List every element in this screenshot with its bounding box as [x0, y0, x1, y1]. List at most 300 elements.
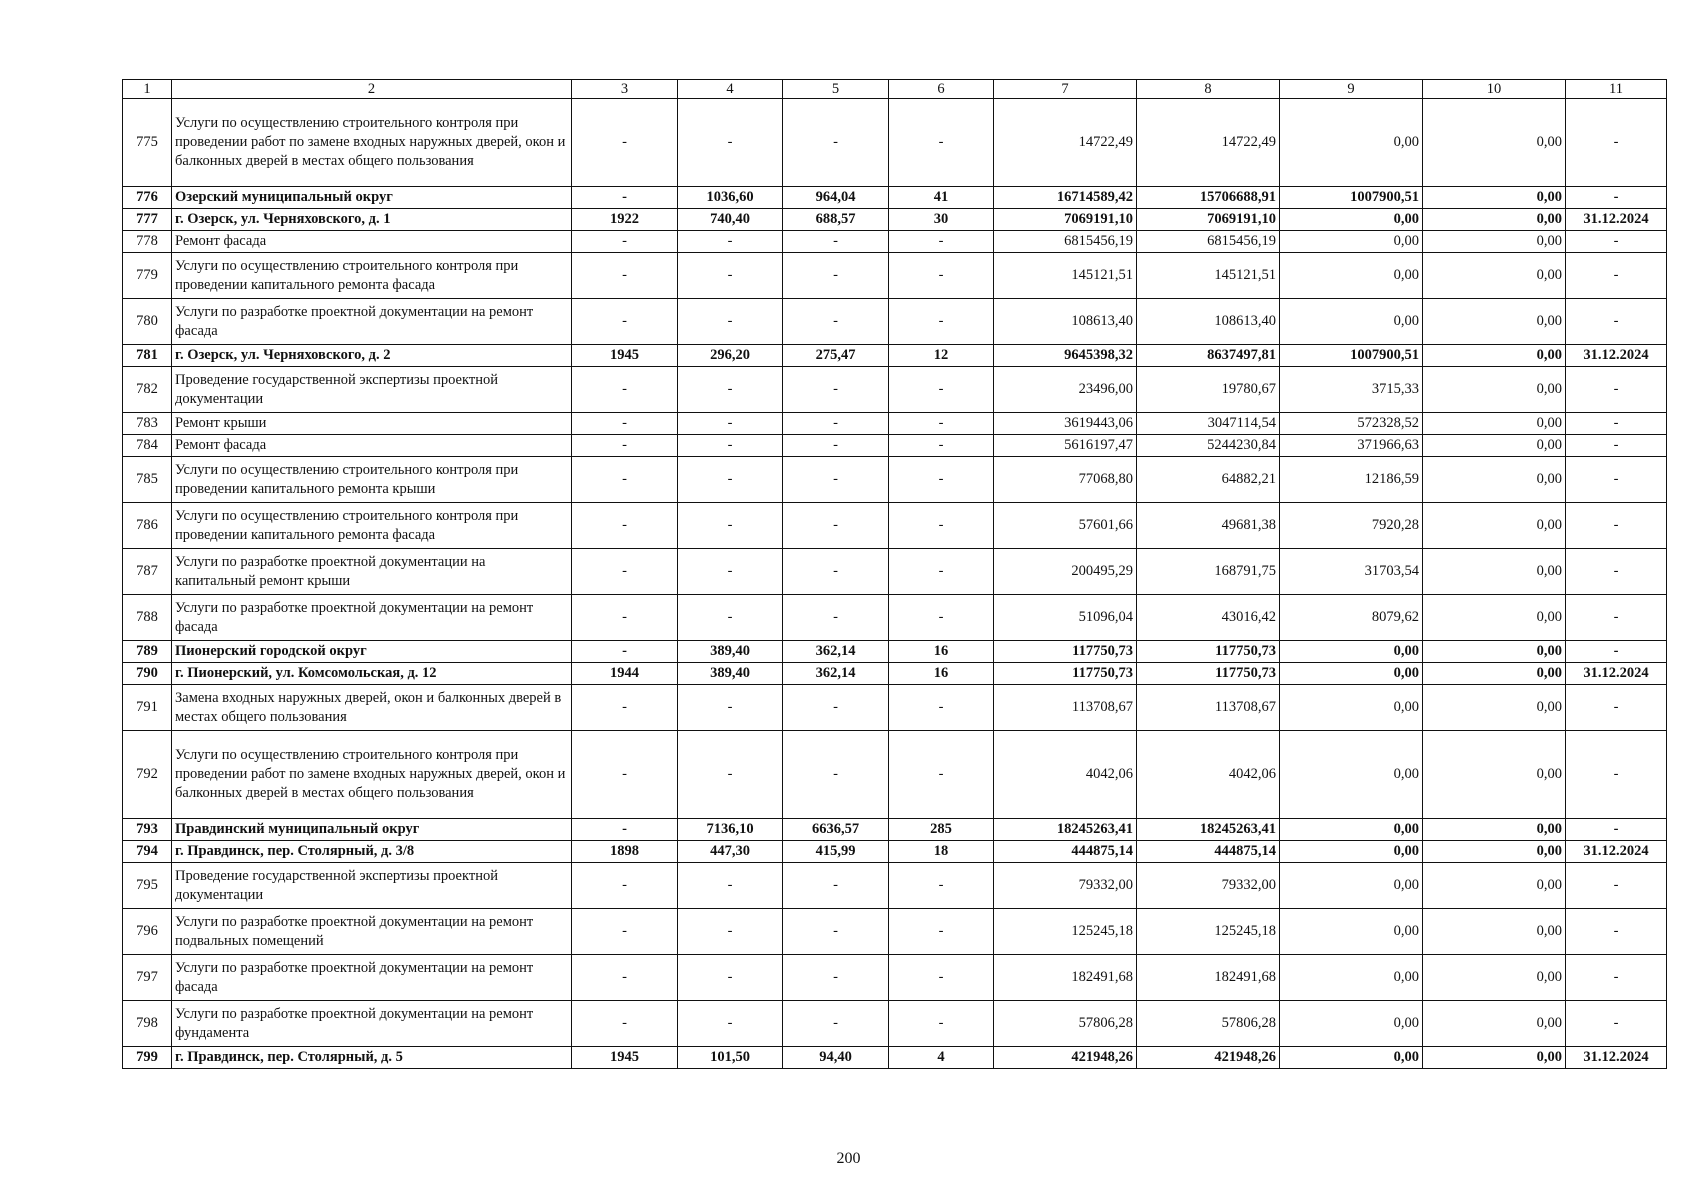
cell-c4: -	[678, 503, 783, 549]
table-row	[123, 641, 1667, 663]
cell-c3: -	[572, 187, 678, 209]
cell-c9: 572328,52	[1280, 413, 1423, 435]
cell-c4: 1036,60	[678, 187, 783, 209]
cell-c6: 16	[889, 663, 994, 685]
page-number: 200	[836, 1150, 861, 1167]
cell-c11: -	[1566, 863, 1667, 909]
cell-c7: 113708,67	[994, 685, 1137, 731]
column-header-2: 2	[172, 80, 572, 99]
cell-c8: 444875,14	[1137, 841, 1280, 863]
cell-c11: 31.12.2024	[1566, 663, 1667, 685]
cell-c1: 796	[123, 909, 172, 955]
cell-c6: -	[889, 299, 994, 345]
cell-c4: 389,40	[678, 663, 783, 685]
table-row	[123, 663, 1667, 685]
cell-c5: -	[783, 99, 889, 187]
cell-c6: -	[889, 253, 994, 299]
cell-c8: 182491,68	[1137, 955, 1280, 1001]
cell-c1: 786	[123, 503, 172, 549]
column-header-5: 5	[783, 80, 889, 99]
cell-c6: 4	[889, 1047, 994, 1069]
cell-c2: Проведение государственной экспертизы проектной документации	[172, 863, 572, 909]
cell-c6: 12	[889, 345, 994, 367]
cell-c4: -	[678, 435, 783, 457]
cell-c5: -	[783, 299, 889, 345]
cell-c3: 1922	[572, 209, 678, 231]
cell-c2: г. Пионерский, ул. Комсомольская, д. 12	[172, 663, 572, 685]
cell-c2: Ремонт крыши	[172, 413, 572, 435]
cell-c8: 5244230,84	[1137, 435, 1280, 457]
cell-c5: -	[783, 595, 889, 641]
cell-c7: 421948,26	[994, 1047, 1137, 1069]
cell-c5: -	[783, 1001, 889, 1047]
cell-c5: 964,04	[783, 187, 889, 209]
cell-c4: 447,30	[678, 841, 783, 863]
cell-c2: Услуги по разработке проектной документации на ремонт фундамента	[172, 1001, 572, 1047]
cell-c2: Услуги по разработке проектной документации на ремонт фасада	[172, 299, 572, 345]
cell-c9: 1007900,51	[1280, 187, 1423, 209]
cell-c8: 125245,18	[1137, 909, 1280, 955]
cell-c2: Правдинский муниципальный округ	[172, 819, 572, 841]
cell-c9: 0,00	[1280, 909, 1423, 955]
cell-c2: Услуги по разработке проектной документации на ремонт фасада	[172, 595, 572, 641]
table-row	[123, 209, 1667, 231]
cell-c5: 688,57	[783, 209, 889, 231]
cell-c6: -	[889, 435, 994, 457]
column-header-7: 7	[994, 80, 1137, 99]
cell-c3: -	[572, 253, 678, 299]
table-row	[123, 1047, 1667, 1069]
cell-c9: 0,00	[1280, 641, 1423, 663]
cell-c10: 0,00	[1423, 549, 1566, 595]
cell-c3: -	[572, 909, 678, 955]
cell-c1: 799	[123, 1047, 172, 1069]
cell-c3: -	[572, 641, 678, 663]
cell-c6: 18	[889, 841, 994, 863]
cell-c8: 19780,67	[1137, 367, 1280, 413]
cell-c11: -	[1566, 457, 1667, 503]
cell-c9: 7920,28	[1280, 503, 1423, 549]
cell-c4: -	[678, 299, 783, 345]
cell-c1: 789	[123, 641, 172, 663]
cell-c1: 795	[123, 863, 172, 909]
cell-c11: -	[1566, 641, 1667, 663]
cell-c5: -	[783, 413, 889, 435]
cell-c6: -	[889, 231, 994, 253]
cell-c5: -	[783, 955, 889, 1001]
cell-c10: 0,00	[1423, 99, 1566, 187]
table-row	[123, 435, 1667, 457]
cell-c11: -	[1566, 595, 1667, 641]
cell-c2: Проведение государственной экспертизы проектной документации	[172, 367, 572, 413]
cell-c10: 0,00	[1423, 685, 1566, 731]
cell-c10: 0,00	[1423, 909, 1566, 955]
cell-c2: Ремонт фасада	[172, 435, 572, 457]
cell-c11: -	[1566, 413, 1667, 435]
cell-c2: Услуги по разработке проектной документации на ремонт подвальных помещений	[172, 909, 572, 955]
cell-c4: -	[678, 367, 783, 413]
cell-c10: 0,00	[1423, 1047, 1566, 1069]
cell-c1: 779	[123, 253, 172, 299]
table-row	[123, 595, 1667, 641]
cell-c2: Услуги по осуществлению строительного контроля при проведении работ по замене входных наружных дверей, окон и балконных дверей в местах общего пользования	[172, 99, 572, 187]
cell-c8: 18245263,41	[1137, 819, 1280, 841]
cell-c10: 0,00	[1423, 231, 1566, 253]
cell-c5: 275,47	[783, 345, 889, 367]
cell-c4: 7136,10	[678, 819, 783, 841]
cell-c5: 362,14	[783, 663, 889, 685]
cell-c7: 57601,66	[994, 503, 1137, 549]
cell-c2: Услуги по осуществлению строительного контроля при проведении капитального ремонта фасада	[172, 503, 572, 549]
cell-c6: -	[889, 457, 994, 503]
cell-c5: -	[783, 685, 889, 731]
cell-c1: 787	[123, 549, 172, 595]
table-row	[123, 863, 1667, 909]
cell-c6: -	[889, 413, 994, 435]
cell-c7: 57806,28	[994, 1001, 1137, 1047]
cell-c10: 0,00	[1423, 841, 1566, 863]
cell-c3: -	[572, 231, 678, 253]
cell-c10: 0,00	[1423, 345, 1566, 367]
cell-c9: 12186,59	[1280, 457, 1423, 503]
table-row	[123, 345, 1667, 367]
cell-c8: 49681,38	[1137, 503, 1280, 549]
table-row	[123, 841, 1667, 863]
table-row	[123, 457, 1667, 503]
cell-c10: 0,00	[1423, 955, 1566, 1001]
cell-c8: 79332,00	[1137, 863, 1280, 909]
cell-c4: -	[678, 1001, 783, 1047]
cell-c3: -	[572, 99, 678, 187]
cell-c5: 6636,57	[783, 819, 889, 841]
cell-c11: 31.12.2024	[1566, 841, 1667, 863]
column-header-3: 3	[572, 80, 678, 99]
cell-c7: 3619443,06	[994, 413, 1137, 435]
cell-c3: -	[572, 367, 678, 413]
cell-c10: 0,00	[1423, 253, 1566, 299]
cell-c8: 117750,73	[1137, 641, 1280, 663]
cell-c11: -	[1566, 187, 1667, 209]
table-row	[123, 187, 1667, 209]
cell-c11: -	[1566, 435, 1667, 457]
cell-c4: 296,20	[678, 345, 783, 367]
cell-c6: -	[889, 595, 994, 641]
cell-c4: -	[678, 909, 783, 955]
cell-c11: -	[1566, 231, 1667, 253]
cell-c2: Услуги по осуществлению строительного контроля при проведении работ по замене входных наружных дверей, окон и балконных дверей в местах общего пользования	[172, 731, 572, 819]
cell-c7: 6815456,19	[994, 231, 1137, 253]
cell-c9: 0,00	[1280, 1047, 1423, 1069]
cell-c8: 421948,26	[1137, 1047, 1280, 1069]
cell-c9: 8079,62	[1280, 595, 1423, 641]
cell-c6: 285	[889, 819, 994, 841]
cell-c3: -	[572, 685, 678, 731]
cell-c10: 0,00	[1423, 863, 1566, 909]
cell-c6: -	[889, 99, 994, 187]
cell-c6: 16	[889, 641, 994, 663]
cell-c1: 777	[123, 209, 172, 231]
cell-c6: -	[889, 367, 994, 413]
column-header-8: 8	[1137, 80, 1280, 99]
cell-c10: 0,00	[1423, 435, 1566, 457]
cell-c9: 0,00	[1280, 99, 1423, 187]
column-header-1: 1	[123, 80, 172, 99]
cell-c3: 1945	[572, 345, 678, 367]
cell-c7: 14722,49	[994, 99, 1137, 187]
cell-c6: -	[889, 1001, 994, 1047]
cell-c7: 5616197,47	[994, 435, 1137, 457]
cell-c4: -	[678, 731, 783, 819]
cell-c10: 0,00	[1423, 595, 1566, 641]
cell-c8: 3047114,54	[1137, 413, 1280, 435]
cell-c1: 775	[123, 99, 172, 187]
cell-c3: -	[572, 299, 678, 345]
cell-c2: Услуги по разработке проектной документации на капитальный ремонт крыши	[172, 549, 572, 595]
cell-c3: -	[572, 955, 678, 1001]
cell-c10: 0,00	[1423, 187, 1566, 209]
cell-c3: -	[572, 819, 678, 841]
table-row	[123, 503, 1667, 549]
cell-c5: 362,14	[783, 641, 889, 663]
column-header-6: 6	[889, 80, 994, 99]
cell-c11: -	[1566, 731, 1667, 819]
cell-c7: 4042,06	[994, 731, 1137, 819]
cell-c3: -	[572, 595, 678, 641]
cell-c6: -	[889, 955, 994, 1001]
cell-c7: 125245,18	[994, 909, 1137, 955]
cell-c1: 781	[123, 345, 172, 367]
cell-c8: 43016,42	[1137, 595, 1280, 641]
cell-c9: 0,00	[1280, 1001, 1423, 1047]
cell-c9: 0,00	[1280, 841, 1423, 863]
cell-c3: -	[572, 435, 678, 457]
cell-c10: 0,00	[1423, 819, 1566, 841]
cell-c8: 8637497,81	[1137, 345, 1280, 367]
cell-c3: -	[572, 731, 678, 819]
cell-c11: -	[1566, 819, 1667, 841]
cell-c6: -	[889, 549, 994, 595]
cell-c6: -	[889, 863, 994, 909]
cell-c5: -	[783, 909, 889, 955]
cell-c5: 94,40	[783, 1047, 889, 1069]
cell-c2: г. Озерск, ул. Черняховского, д. 1	[172, 209, 572, 231]
cell-c8: 117750,73	[1137, 663, 1280, 685]
cell-c1: 790	[123, 663, 172, 685]
cell-c4: -	[678, 595, 783, 641]
cell-c1: 792	[123, 731, 172, 819]
cell-c2: г. Правдинск, пер. Столярный, д. 3/8	[172, 841, 572, 863]
table-row	[123, 1001, 1667, 1047]
cell-c1: 776	[123, 187, 172, 209]
cell-c10: 0,00	[1423, 413, 1566, 435]
cell-c10: 0,00	[1423, 1001, 1566, 1047]
cell-c4: -	[678, 549, 783, 595]
cell-c8: 64882,21	[1137, 457, 1280, 503]
cell-c6: -	[889, 909, 994, 955]
table-row	[123, 731, 1667, 819]
cell-c7: 200495,29	[994, 549, 1137, 595]
cell-c9: 0,00	[1280, 209, 1423, 231]
cell-c9: 0,00	[1280, 955, 1423, 1001]
cell-c7: 117750,73	[994, 641, 1137, 663]
cell-c11: -	[1566, 253, 1667, 299]
cell-c1: 794	[123, 841, 172, 863]
cell-c5: -	[783, 231, 889, 253]
table-row	[123, 99, 1667, 187]
cell-c5: -	[783, 367, 889, 413]
cell-c11: -	[1566, 909, 1667, 955]
cell-c8: 6815456,19	[1137, 231, 1280, 253]
cell-c7: 51096,04	[994, 595, 1137, 641]
cell-c4: -	[678, 231, 783, 253]
cell-c5: -	[783, 435, 889, 457]
cell-c3: 1898	[572, 841, 678, 863]
table-row	[123, 819, 1667, 841]
cell-c10: 0,00	[1423, 367, 1566, 413]
cell-c7: 182491,68	[994, 955, 1137, 1001]
cell-c10: 0,00	[1423, 209, 1566, 231]
cell-c11: -	[1566, 503, 1667, 549]
cell-c6: -	[889, 685, 994, 731]
cell-c2: Услуги по разработке проектной документации на ремонт фасада	[172, 955, 572, 1001]
cell-c9: 0,00	[1280, 663, 1423, 685]
cell-c4: 389,40	[678, 641, 783, 663]
cell-c3: -	[572, 1001, 678, 1047]
cell-c7: 108613,40	[994, 299, 1137, 345]
cell-c8: 168791,75	[1137, 549, 1280, 595]
cell-c11: -	[1566, 367, 1667, 413]
cell-c9: 0,00	[1280, 819, 1423, 841]
cell-c9: 1007900,51	[1280, 345, 1423, 367]
cell-c1: 798	[123, 1001, 172, 1047]
cell-c2: Услуги по осуществлению строительного контроля при проведении капитального ремонта фасада	[172, 253, 572, 299]
cell-c7: 16714589,42	[994, 187, 1137, 209]
cell-c1: 791	[123, 685, 172, 731]
table-row	[123, 909, 1667, 955]
cell-c7: 444875,14	[994, 841, 1137, 863]
cell-c7: 23496,00	[994, 367, 1137, 413]
cell-c3: 1945	[572, 1047, 678, 1069]
column-header-11: 11	[1566, 80, 1667, 99]
cell-c11: 31.12.2024	[1566, 209, 1667, 231]
cell-c7: 77068,80	[994, 457, 1137, 503]
cell-c10: 0,00	[1423, 299, 1566, 345]
cell-c1: 783	[123, 413, 172, 435]
cell-c9: 31703,54	[1280, 549, 1423, 595]
cell-c10: 0,00	[1423, 663, 1566, 685]
cell-c6: 30	[889, 209, 994, 231]
cell-c5: -	[783, 253, 889, 299]
cell-c5: -	[783, 549, 889, 595]
cell-c10: 0,00	[1423, 731, 1566, 819]
cell-c9: 0,00	[1280, 231, 1423, 253]
cell-c6: -	[889, 731, 994, 819]
table-row	[123, 253, 1667, 299]
cell-c9: 0,00	[1280, 731, 1423, 819]
cell-c11: -	[1566, 1001, 1667, 1047]
cell-c4: -	[678, 955, 783, 1001]
cell-c8: 113708,67	[1137, 685, 1280, 731]
cell-c2: Пионерский городской округ	[172, 641, 572, 663]
cell-c3: -	[572, 549, 678, 595]
cell-c7: 7069191,10	[994, 209, 1137, 231]
table-row	[123, 685, 1667, 731]
cell-c11: -	[1566, 955, 1667, 1001]
cell-c5: -	[783, 457, 889, 503]
cell-c7: 9645398,32	[994, 345, 1137, 367]
cell-c5: 415,99	[783, 841, 889, 863]
cell-c2: г. Озерск, ул. Черняховского, д. 2	[172, 345, 572, 367]
table-row	[123, 955, 1667, 1001]
cell-c8: 15706688,91	[1137, 187, 1280, 209]
cell-c11: -	[1566, 685, 1667, 731]
cell-c3: -	[572, 457, 678, 503]
cell-c4: 101,50	[678, 1047, 783, 1069]
cell-c1: 778	[123, 231, 172, 253]
cell-c5: -	[783, 503, 889, 549]
cell-c4: -	[678, 457, 783, 503]
cell-c2: Озерский муниципальный округ	[172, 187, 572, 209]
data-table	[122, 79, 1667, 1069]
cell-c1: 782	[123, 367, 172, 413]
cell-c5: -	[783, 731, 889, 819]
table-row	[123, 299, 1667, 345]
cell-c4: -	[678, 685, 783, 731]
cell-c4: -	[678, 863, 783, 909]
cell-c2: Услуги по осуществлению строительного контроля при проведении капитального ремонта крыши	[172, 457, 572, 503]
cell-c8: 4042,06	[1137, 731, 1280, 819]
cell-c1: 780	[123, 299, 172, 345]
table-row	[123, 231, 1667, 253]
cell-c11: -	[1566, 549, 1667, 595]
cell-c3: 1944	[572, 663, 678, 685]
cell-c1: 788	[123, 595, 172, 641]
cell-c11: 31.12.2024	[1566, 1047, 1667, 1069]
table-row	[123, 413, 1667, 435]
cell-c3: -	[572, 863, 678, 909]
cell-c1: 797	[123, 955, 172, 1001]
cell-c1: 784	[123, 435, 172, 457]
cell-c8: 14722,49	[1137, 99, 1280, 187]
cell-c2: Ремонт фасада	[172, 231, 572, 253]
column-header-4: 4	[678, 80, 783, 99]
cell-c9: 3715,33	[1280, 367, 1423, 413]
cell-c11: 31.12.2024	[1566, 345, 1667, 367]
cell-c10: 0,00	[1423, 641, 1566, 663]
cell-c2: Замена входных наружных дверей, окон и балконных дверей в местах общего пользования	[172, 685, 572, 731]
header-row	[123, 80, 1667, 99]
cell-c1: 785	[123, 457, 172, 503]
cell-c8: 108613,40	[1137, 299, 1280, 345]
table-row	[123, 367, 1667, 413]
cell-c8: 57806,28	[1137, 1001, 1280, 1047]
cell-c5: -	[783, 863, 889, 909]
cell-c4: -	[678, 413, 783, 435]
cell-c6: 41	[889, 187, 994, 209]
cell-c11: -	[1566, 299, 1667, 345]
cell-c10: 0,00	[1423, 503, 1566, 549]
cell-c1: 793	[123, 819, 172, 841]
table-row	[123, 549, 1667, 595]
column-header-10: 10	[1423, 80, 1566, 99]
cell-c11: -	[1566, 99, 1667, 187]
cell-c4: -	[678, 99, 783, 187]
cell-c9: 0,00	[1280, 685, 1423, 731]
cell-c7: 145121,51	[994, 253, 1137, 299]
column-header-9: 9	[1280, 80, 1423, 99]
cell-c9: 371966,63	[1280, 435, 1423, 457]
cell-c8: 145121,51	[1137, 253, 1280, 299]
